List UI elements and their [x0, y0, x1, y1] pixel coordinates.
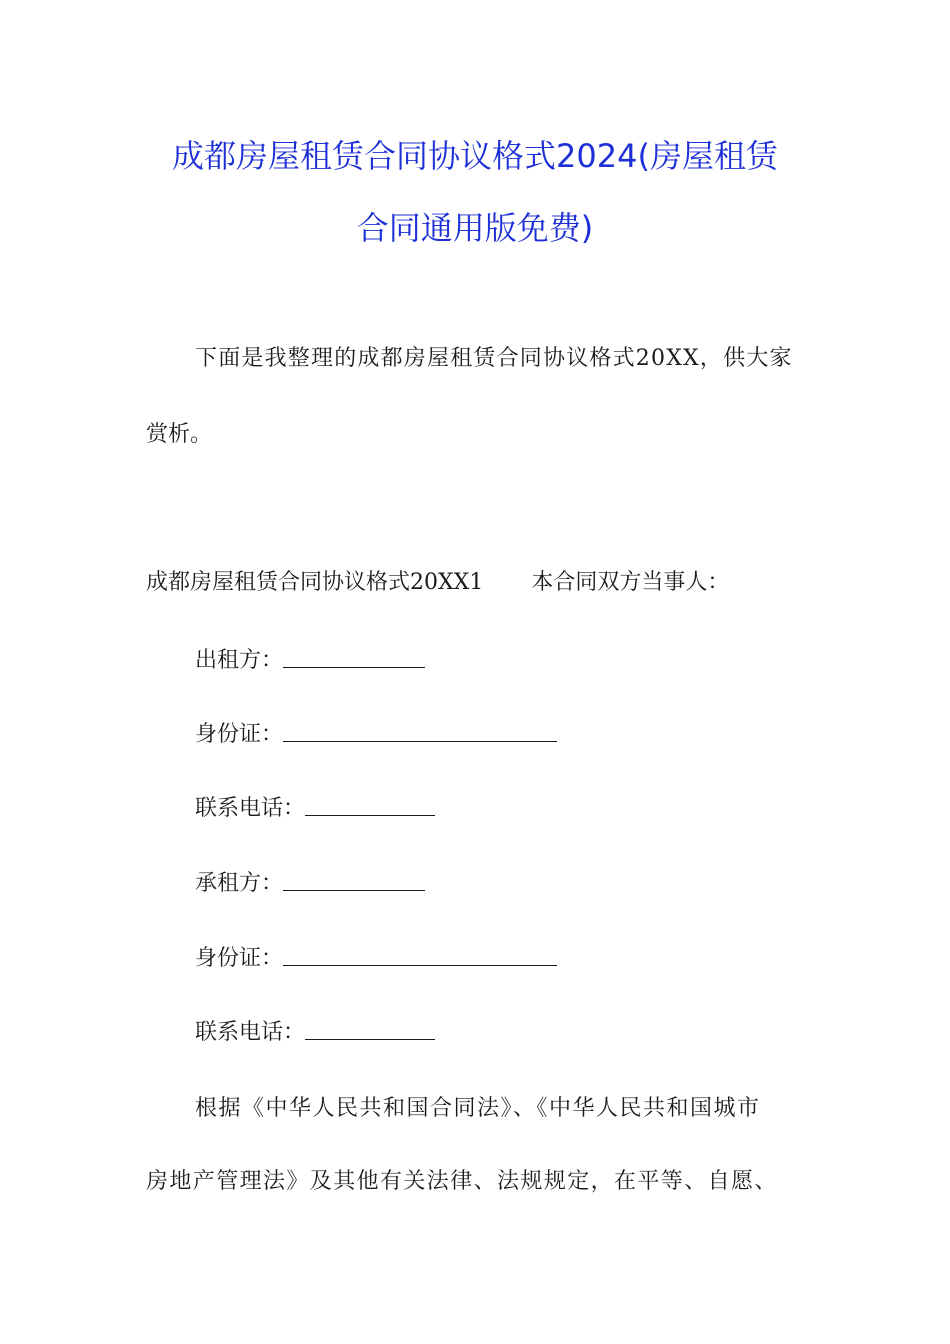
tenant-blank[interactable]: [283, 870, 425, 891]
field-label: 出租方：: [195, 648, 284, 673]
tenant-id-field: [195, 944, 557, 974]
field-label: 联系电话：: [195, 796, 306, 821]
section-heading: 成都房屋租赁合同协议格式20XX1: [146, 570, 484, 595]
document-title-line-2: 合同通用版免费): [356, 209, 594, 247]
landlord-field: [195, 646, 425, 676]
tenant-phone-blank[interactable]: [305, 1019, 435, 1040]
parties-intro: 本合同双方当事人：: [531, 570, 730, 595]
landlord-blank[interactable]: [283, 647, 425, 668]
tenant-id-blank[interactable]: [283, 945, 557, 966]
field-label: 承租方：: [195, 871, 284, 896]
intro-paragraph-line-1: 下面是我整理的成都房屋租赁合同协议格式20XX，供大家: [195, 346, 793, 371]
tenant-field: [195, 869, 425, 899]
field-label: 身份证：: [195, 946, 284, 971]
field-label: 身份证：: [195, 722, 284, 747]
body-paragraph-line-1: 根据《中华人民共和国合同法》、《中华人民共和国城市: [195, 1096, 761, 1121]
document-title-line-1: 成都房屋租赁合同协议格式2024(房屋租赁: [172, 137, 778, 175]
intro-paragraph-line-2: 赏析。: [146, 422, 213, 447]
tenant-phone-field: [195, 1018, 435, 1048]
landlord-phone-field: [195, 794, 435, 824]
body-paragraph-line-2: 房地产管理法》及其他有关法律、法规规定，在平等、自愿、: [146, 1169, 778, 1194]
landlord-id-blank[interactable]: [283, 721, 557, 742]
contract-heading-row: [146, 568, 729, 598]
field-label: 联系电话：: [195, 1020, 306, 1045]
landlord-id-field: [195, 720, 557, 750]
landlord-phone-blank[interactable]: [305, 795, 435, 816]
